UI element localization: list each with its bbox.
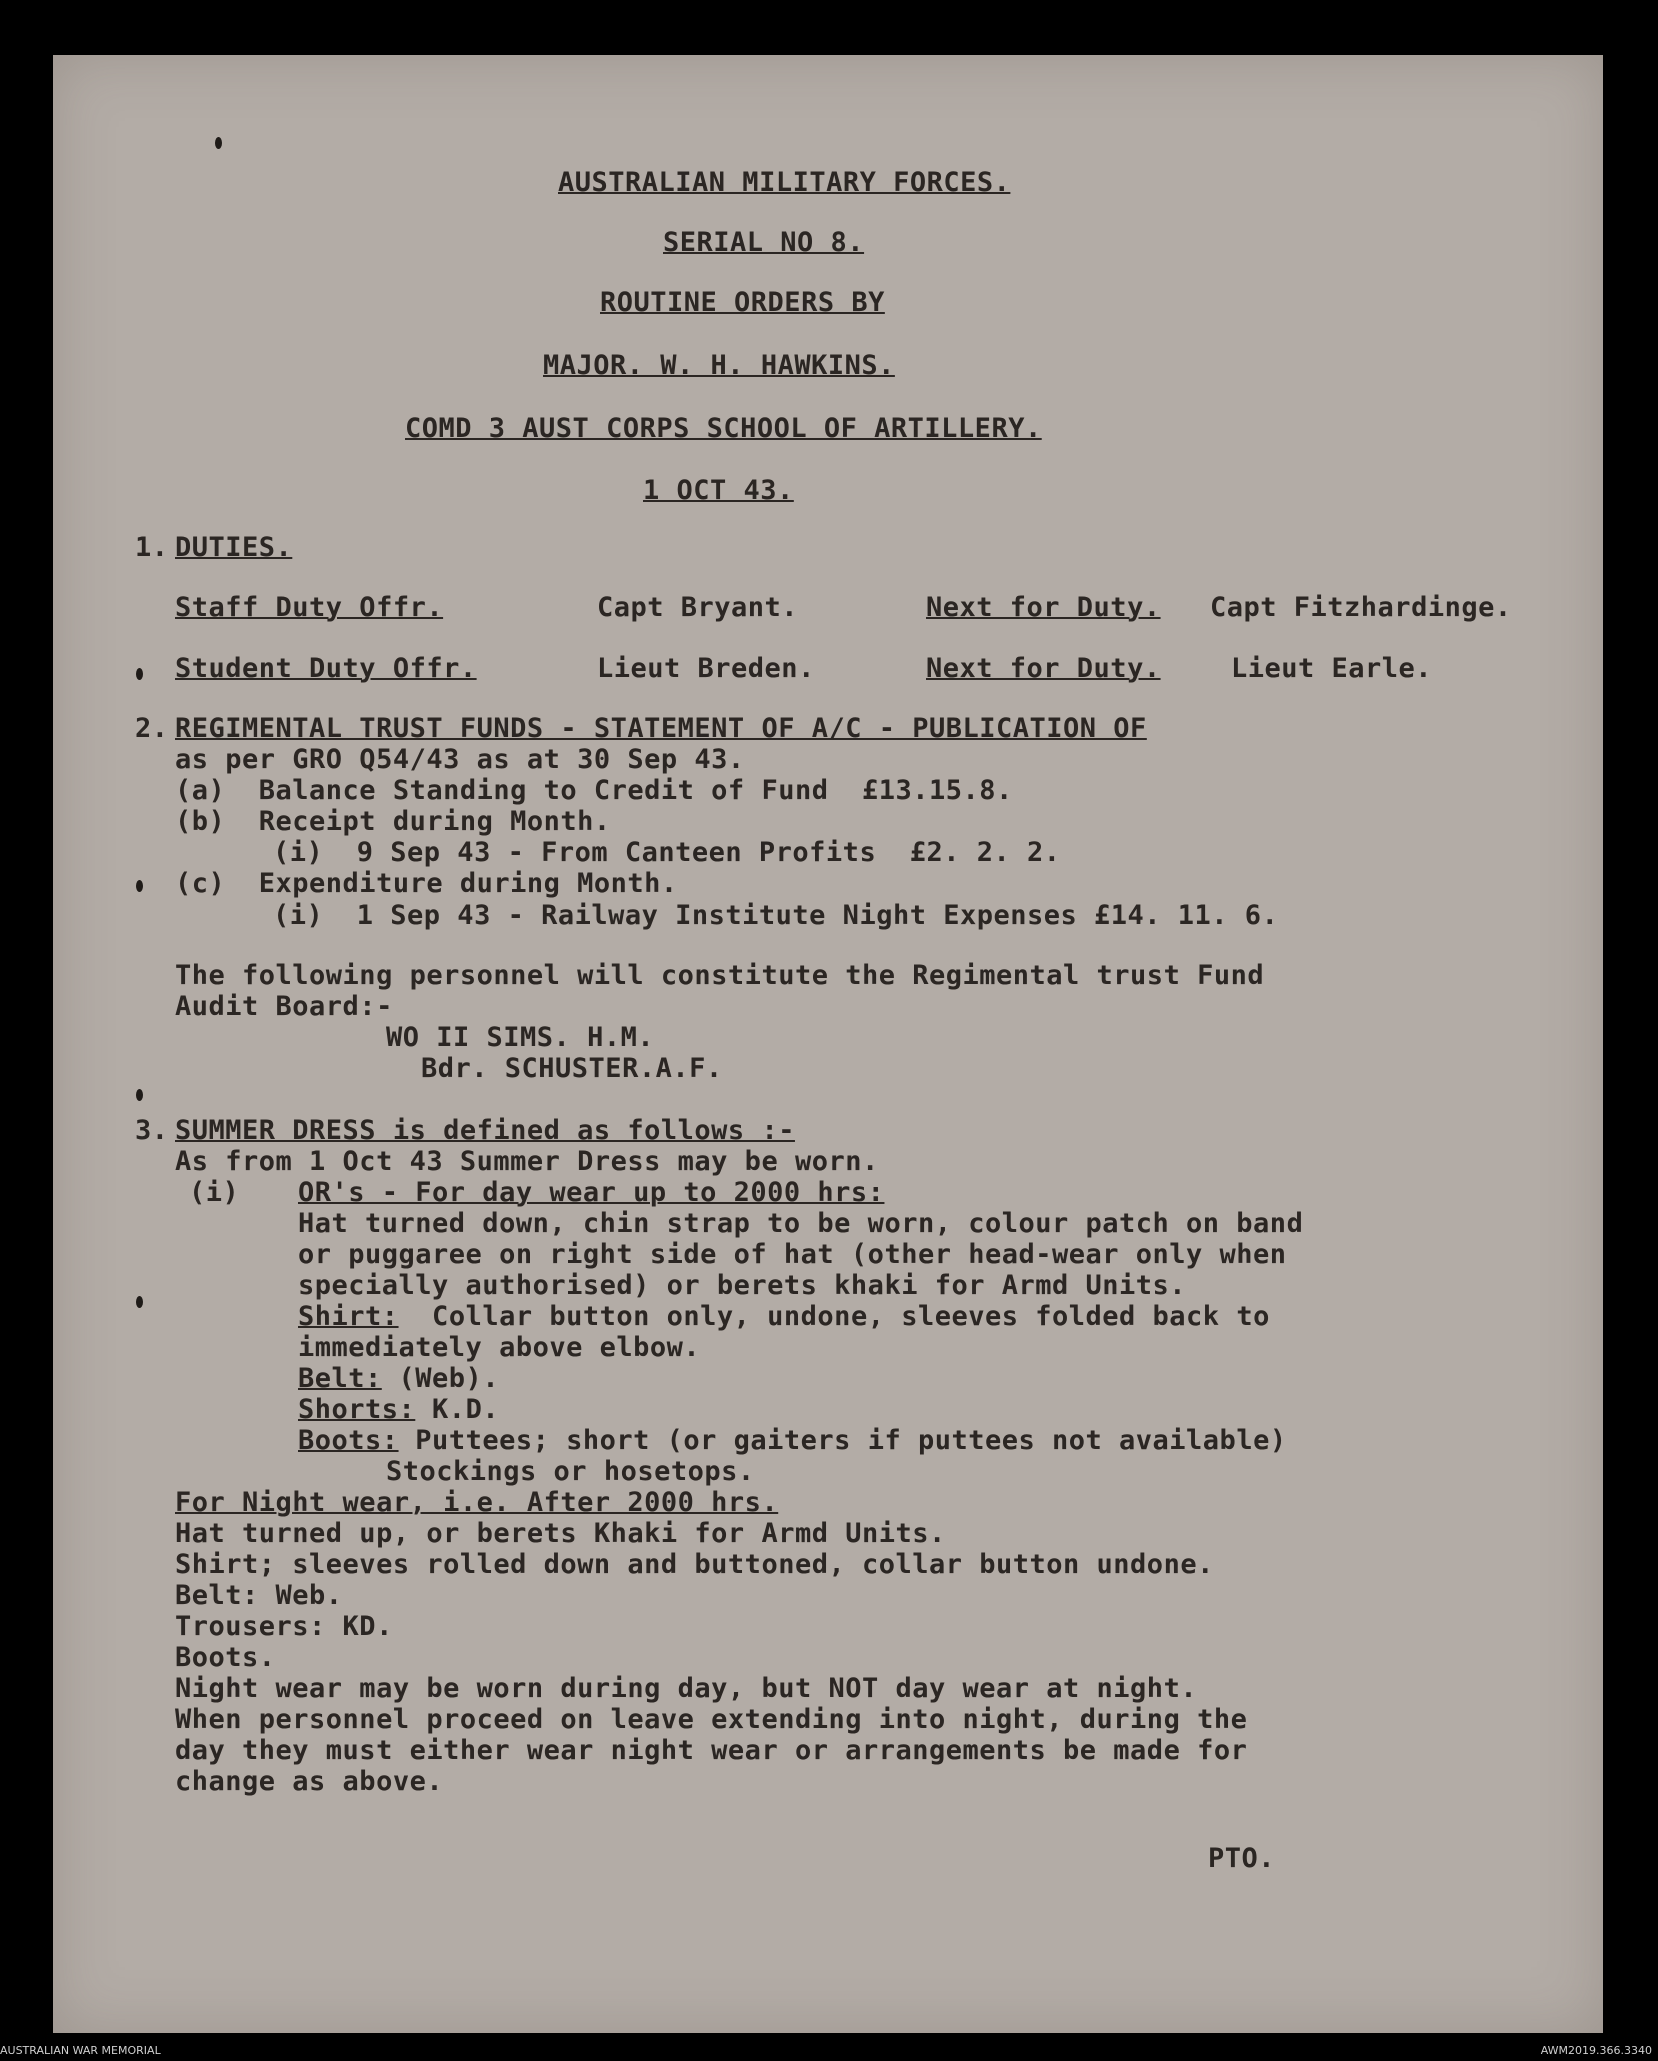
section3-number: 3. — [135, 1115, 169, 1146]
section3-line: immediately above elbow. — [298, 1332, 701, 1363]
section2-line: (c) Expenditure during Month. — [175, 868, 678, 899]
night-wear-line: Night wear may be worn during day, but NOT day wear at night. — [175, 1673, 1198, 1704]
boots-label: Boots: — [298, 1425, 399, 1456]
night-wear-line: Trousers: KD. — [175, 1611, 393, 1642]
section1-number: 1. — [135, 532, 169, 563]
section3-line: specially authorised) or berets khaki for Armd Units. — [298, 1270, 1187, 1301]
section2-line: The following personnel will constitute the Regimental trust Fund — [175, 960, 1265, 991]
next-duty-name: Capt Fitzhardinge. — [1210, 592, 1512, 623]
shorts-line — [298, 1394, 499, 1426]
audit-board-member: WO II SIMS. H.M. — [386, 1022, 655, 1053]
boots-text: Puttees; short (or gaiters if puttees not available) — [398, 1425, 1287, 1456]
header-line5: COMD 3 AUST CORPS SCHOOL OF ARTILLERY. — [405, 413, 1042, 444]
footer-credit: AUSTRALIAN WAR MEMORIAL — [0, 2044, 161, 2057]
next-duty-name: Lieut Earle. — [1231, 653, 1433, 684]
shorts-text: K.D. — [415, 1394, 500, 1425]
night-wear-line: change as above. — [175, 1766, 444, 1797]
shorts-label: Shorts: — [298, 1394, 416, 1425]
section2-number: 2. — [135, 713, 169, 744]
header-line2: SERIAL NO 8. — [663, 227, 865, 258]
belt-label: Belt: — [298, 1363, 382, 1394]
shirt-line — [298, 1301, 1270, 1333]
section2-title: REGIMENTAL TRUST FUNDS - STATEMENT OF A/C - PUBLICATION OF — [175, 713, 1147, 744]
punch-hole — [136, 668, 143, 680]
night-wear-line: Hat turned up, or berets Khaki for Armd Units. — [175, 1518, 946, 1549]
punch-hole — [136, 1296, 143, 1308]
audit-board-member: Bdr. SCHUSTER.A.F. — [421, 1053, 723, 1084]
night-wear-line: Boots. — [175, 1642, 276, 1673]
punch-hole — [136, 880, 143, 892]
next-duty-label: Next for Duty. — [926, 653, 1161, 684]
night-wear-line: Belt: Web. — [175, 1580, 343, 1611]
day-wear-number: (i) — [189, 1177, 240, 1208]
night-wear-line: When personnel proceed on leave extending into night, during the — [175, 1704, 1248, 1735]
night-wear-heading: For Night wear, i.e. After 2000 hrs. — [175, 1487, 779, 1518]
section2-line: Audit Board:- — [175, 991, 393, 1022]
pto-note: PTO. — [1208, 1843, 1276, 1874]
footer-accession-number: AWM2019.366.3340 — [1540, 2044, 1652, 2057]
night-wear-line: Shirt; sleeves rolled down and buttoned, collar button undone. — [175, 1549, 1214, 1580]
section2-line: (i) 9 Sep 43 - From Canteen Profits £2. 2. 2. — [273, 837, 1061, 868]
document-page — [53, 55, 1603, 2033]
section3-title: SUMMER DRESS is defined as follows :- — [175, 1115, 795, 1146]
shirt-text: Collar button only, undone, sleeves folded back to — [398, 1301, 1270, 1332]
boots-line — [298, 1425, 1287, 1457]
section3-line: or puggaree on right side of hat (other head-wear only when — [298, 1239, 1287, 1270]
section2-line: (b) Receipt during Month. — [175, 806, 611, 837]
section3-line: Stockings or hosetops. — [386, 1456, 755, 1487]
header-date: 1 OCT 43. — [643, 475, 794, 506]
belt-text: (Web). — [381, 1363, 500, 1394]
night-wear-line: day they must either wear night wear or arrangements be made for — [175, 1735, 1248, 1766]
header-line1: AUSTRALIAN MILITARY FORCES. — [558, 167, 1011, 198]
shirt-label: Shirt: — [298, 1301, 399, 1332]
section2-line: (i) 1 Sep 43 - Railway Institute Night Expenses £14. 11. 6. — [273, 900, 1279, 931]
section2-line: (a) Balance Standing to Credit of Fund £13.15.8. — [175, 775, 1013, 806]
section3-line: As from 1 Oct 43 Summer Dress may be worn. — [175, 1146, 879, 1177]
belt-line — [298, 1363, 499, 1395]
staff-duty-name: Capt Bryant. — [597, 592, 799, 623]
student-duty-label: Student Duty Offr. — [175, 653, 477, 684]
staff-duty-label: Staff Duty Offr. — [175, 592, 444, 623]
header-line3: ROUTINE ORDERS BY — [600, 287, 885, 318]
section3-line: Hat turned down, chin strap to be worn, colour patch on band — [298, 1208, 1304, 1239]
punch-hole — [215, 137, 222, 149]
section2-line: as per GRO Q54/43 as at 30 Sep 43. — [175, 744, 745, 775]
section1-title: DUTIES. — [175, 532, 293, 563]
header-line4: MAJOR. W. H. HAWKINS. — [543, 350, 895, 381]
day-wear-heading: OR's - For day wear up to 2000 hrs: — [298, 1177, 885, 1208]
punch-hole — [136, 1089, 143, 1101]
student-duty-name: Lieut Breden. — [597, 653, 815, 684]
next-duty-label: Next for Duty. — [926, 592, 1161, 623]
